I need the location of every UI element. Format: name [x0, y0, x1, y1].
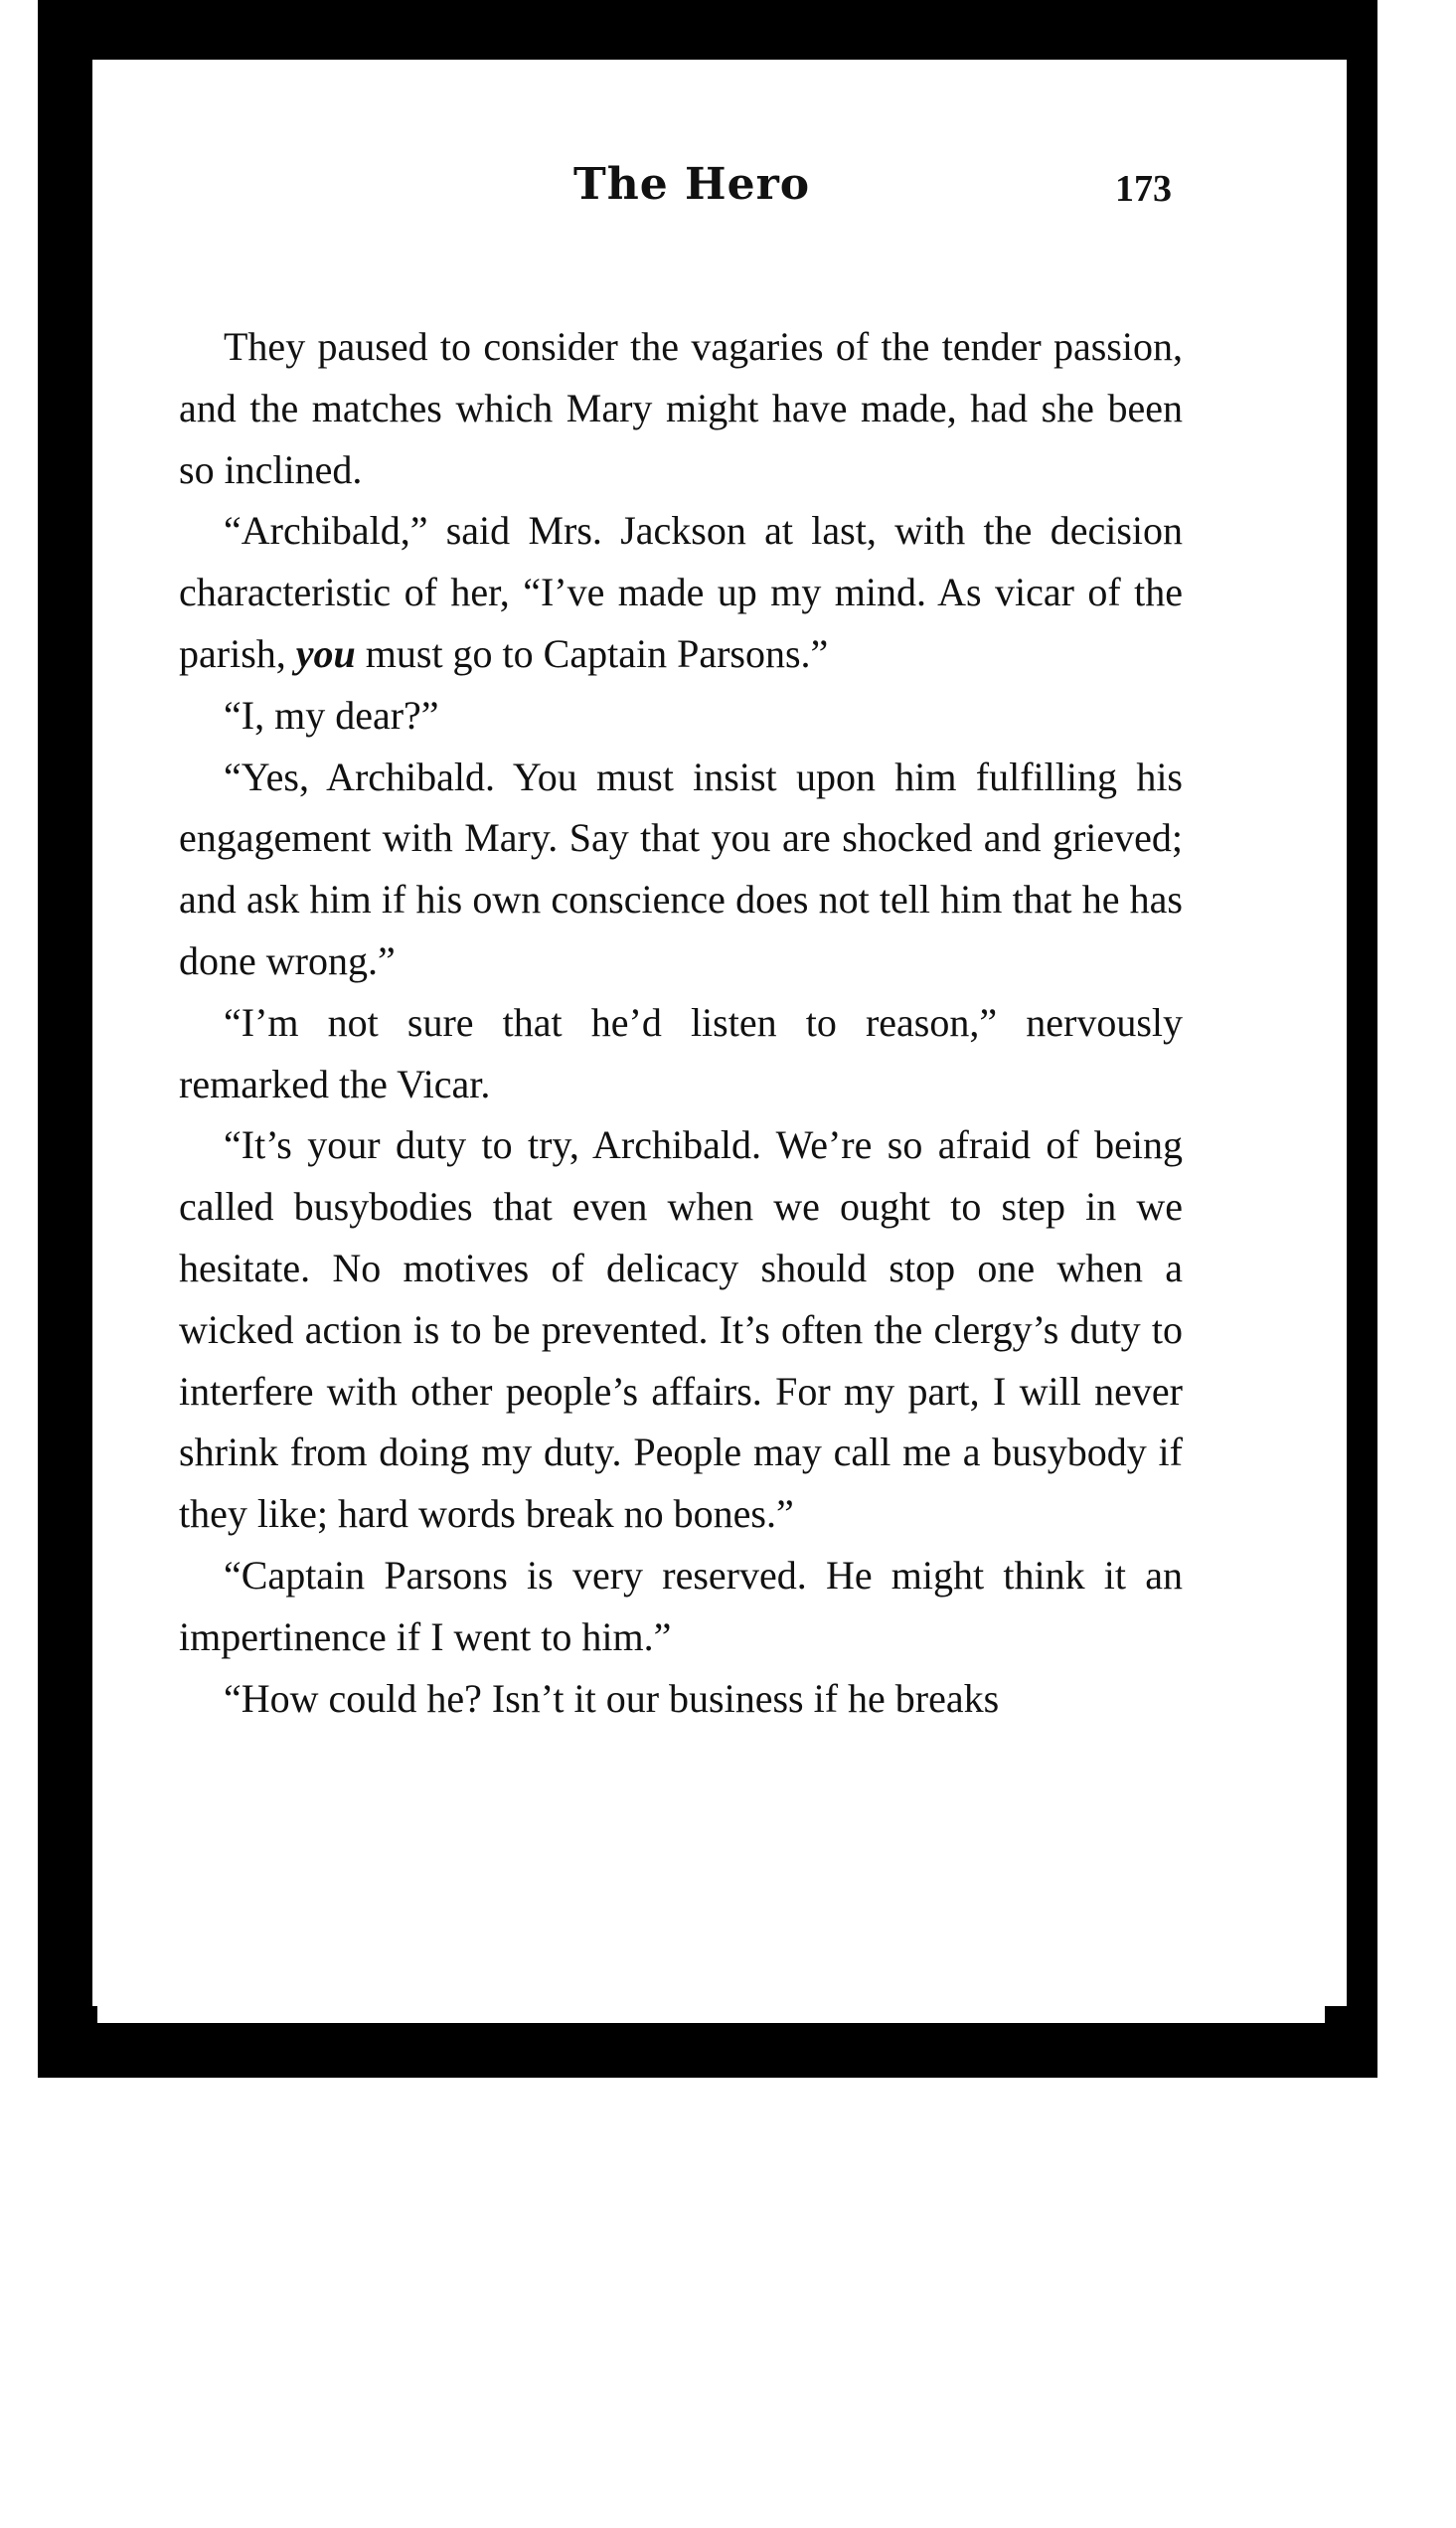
emphasized-word: you: [295, 630, 356, 676]
paragraph-text: “Archibald,” said Mrs. Jackson at last, with the decision characteristic of her, “I’ve made up my mind. As vicar of the parish,: [179, 508, 1183, 676]
paragraph: [179, 992, 1183, 1115]
paragraph: [179, 500, 1183, 684]
paragraph: [179, 316, 1183, 500]
paragraph: [179, 747, 1183, 992]
paragraph-text: “It’s your duty to try, Archibald. We’re so afraid of being called busybodies that even when we ought to step in we hesitate. No motives of delicacy should stop one when a wicked action is to be prevented. It’s often the clergy’s duty to interfere with other people’s affairs. For my part, I will never shrink from doing my duty. People may call me a busybody if they like; hard words break no bones.”: [179, 1122, 1183, 1537]
paragraph-text: They paused to consider the vagaries of the tender passion, and the matches which Mary might have made, had she been so inclined.: [179, 324, 1183, 492]
paragraph-text-continued: must go to Captain Parsons.”: [355, 630, 829, 676]
paragraph-text: “How could he? Isn’t it our business if he breaks: [224, 1675, 1000, 1721]
paragraph-text: “Captain Parsons is very reserved. He might think it an impertinence if I went to him.”: [179, 1552, 1183, 1659]
running-head-title: The Hero: [573, 159, 811, 210]
paragraph: [179, 1114, 1183, 1545]
paragraph-text: “Yes, Archibald. You must insist upon him fulfilling his engagement with Mary. Say that you are shocked and grieved; and ask him if his own conscience does not tell him that he has done wrong.”: [179, 754, 1183, 983]
page-number: 173: [1115, 168, 1172, 210]
paragraph: [179, 685, 1183, 747]
paragraph: [179, 1668, 1183, 1730]
body-text: [179, 316, 1183, 1729]
paragraph-text: “I, my dear?”: [224, 692, 439, 738]
paragraph: [179, 1545, 1183, 1668]
scan-border-bottom: [38, 2023, 1377, 2078]
paragraph-text: “I’m not sure that he’d listen to reason,” nervously remarked the Vicar.: [179, 999, 1183, 1106]
